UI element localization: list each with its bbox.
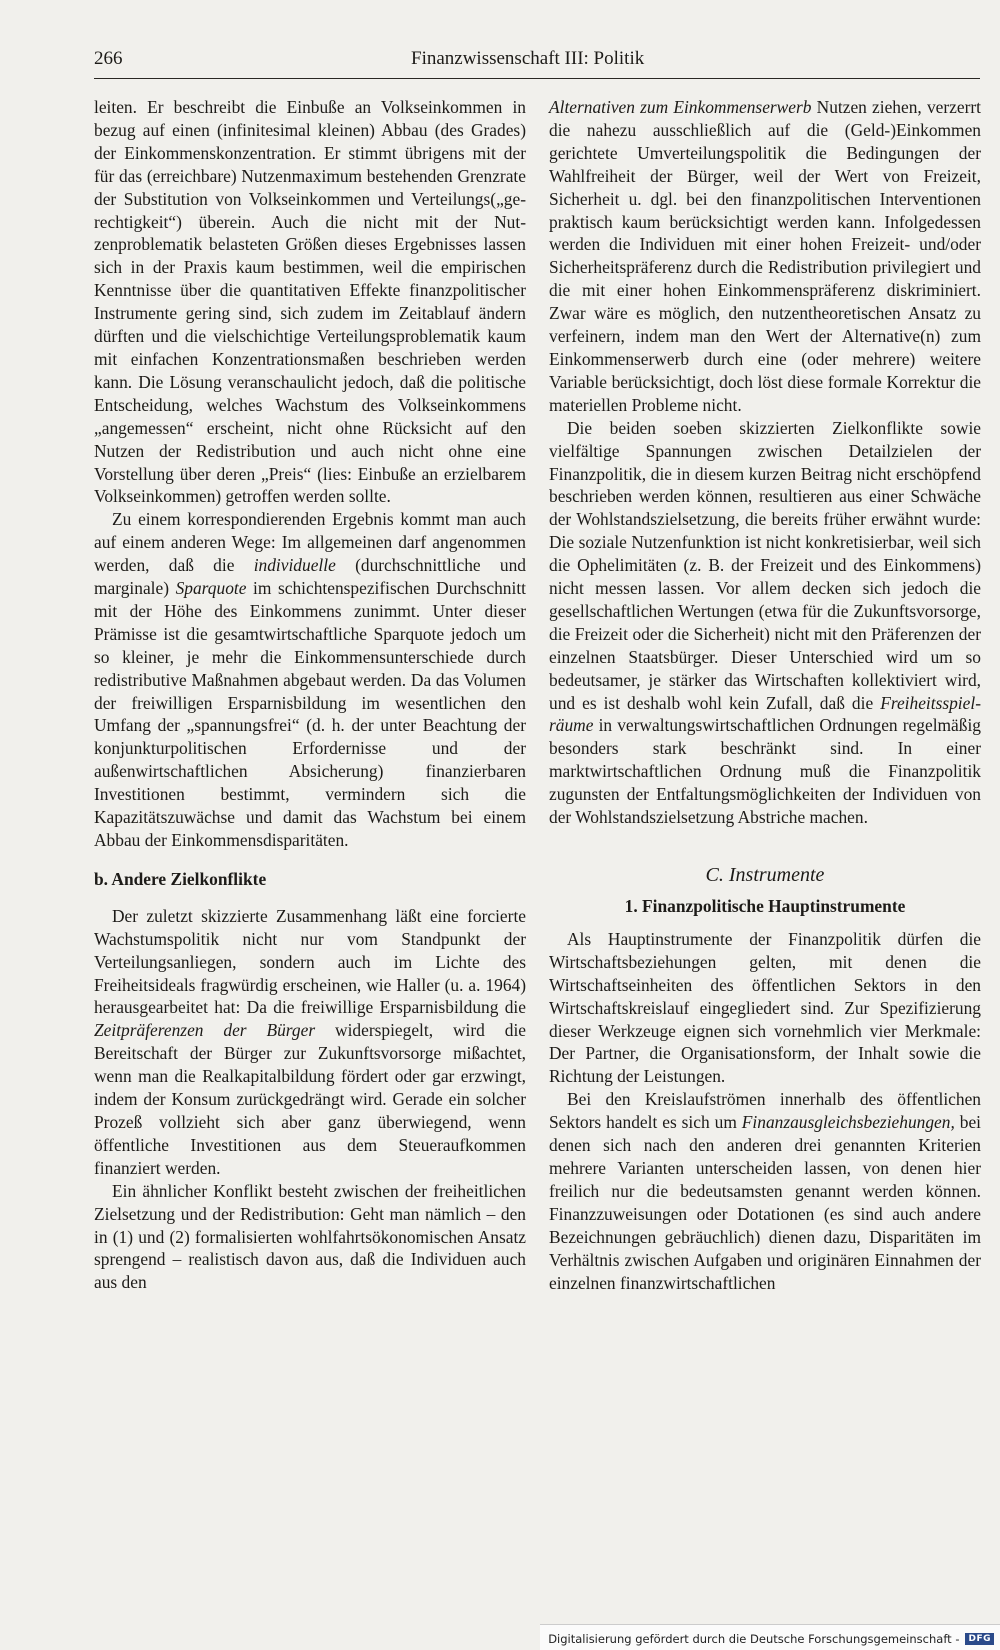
text-run: Die beiden soeben skizzierten Zielkonflikte sowie vielfältige Spannungen zwischen Detailzielen der Finanzpolitik, die in diesem kurzen Beitrag nicht erschöpfend beschrieben werden können, resultieren aus einer Schwäche der Wohlstandszielsetzung, die bereits früher erwähnt wurde: Die soziale Nutzenfunktion ist nicht konkretisierbar, weil sich die Ophelimitäten (z. B. der Freizeit und des Einkommens) nicht messen lassen. Vor allem decken sich jedoch die gesellschaftlichen Wertungen (etwa für die Zukunftsvorsorge, die Freizeit oder die Sicherheit) nicht mit den Präferenzen der einzelnen Staatsbürger. Dieser Unterschied wird um so bedeutsamer, je stärker das Wirtschaften kollektiviert wird, und es ist deshalb wohl kein Zufall, daß die <box>549 417 981 713</box>
section-heading: C. Instrumente <box>705 864 825 886</box>
emphasis: Zeitpräferenzen der Bürger <box>94 1020 316 1041</box>
text-run: widerspiegelt, wird die Bereitschaft der Bürger zur Zukunftsvorsorge mißachtet, wenn man die Realkapitalbildung fördert oder gar erzwingt, indem der Konsum zurückgedrängt wird. Gerade ein solcher Prozeß vollzieht sich aber ganz überwiegend, wenn öffentliche Investitionen aus dem Steueraufkommen finanziert werden. <box>94 1020 526 1178</box>
text-run: Nutzen ziehen, verzerrt die nahezu ausschließlich auf die (Geld-)Einkommen gerichtete Umverteilungspolitik die Bedingungen der Wahlfreiheit der Bürger, weil der Wert von Freizeit, Sicherheit u. dgl. bei den finanzpolitischen Interventionen praktisch kaum berücksichtigt werden kann. Infolgedessen werden die Individuen mit einer hohen Freizeit- und/oder Sicherheitspräferenz durch die Redistribution privilegiert und die mit einer hohen Einkommenspräferenz diskriminiert. Zwar wäre es möglich, den nutzentheoretischen Ansatz zu verfeinern, indem man den Wert der Alternative(n) zum Einkommenserwerb durch eine (oder mehrere) weitere Variable berücksichtigt, doch löst diese formale Korrektur die materiellen Probleme nicht. <box>549 97 981 415</box>
emphasis: individuelle <box>253 555 336 576</box>
paragraph <box>94 905 526 1180</box>
text-run: Der zuletzt skizzierte Zusammenhang läßt eine forcierte Wachstumspolitik nicht nur vom Standpunkt der Verteilungsanliegen, sondern auch im Lichte des Freiheitsideals fragwürdig erscheinen, wie Haller (u. a. 1964) herausgearbeitet hat: Da die freiwillige Ersparnisbildung die <box>94 905 526 1018</box>
page-number: 266 <box>94 48 123 69</box>
emphasis: Sparquote <box>175 578 247 599</box>
digitization-credit <box>540 1624 1000 1650</box>
paragraph <box>549 1088 981 1294</box>
numbered-heading: 1. Finanzpolitische Hauptinstrumente <box>624 896 906 916</box>
paragraph: Ein ähnlicher Konflikt besteht zwischen der freiheitlichen Zielsetzung und der Redistribution: Geht man nämlich – den in (1) und (2) formalisierten wohlfahrtsökonomischen Ansatz sprengend – realistisch davon aus, daß die Individuen auch aus den <box>94 1180 526 1293</box>
paragraph <box>94 508 526 852</box>
right-column <box>549 96 981 1294</box>
subsection-heading: b. Andere Zielkonflikte <box>94 868 267 889</box>
running-title: Finanzwissenschaft III: Politik <box>411 48 645 69</box>
text-run: (durchschnittliche und marginale) <box>94 555 526 599</box>
left-column <box>94 96 526 1294</box>
paragraph: Als Hauptinstrumente der Finanzpolitik dürfen die Wirtschaftsbeziehungen gelten, mit denen die Wirtschaftseinheiten des öffentlichen Sektors in den Wirtschaftskreislauf eingegliedert sind. Zur Spezifizierung dieser Werkzeuge eignen sich vornehmlich vier Merkmale: Der Partner, die Organisationsform, der Inhalt sowie die Richtung der Leistungen. <box>549 928 981 1087</box>
credit-text: Digitalisierung gefördert durch die Deutsche Forschungsgemeinschaft - <box>548 1632 960 1646</box>
page-header <box>94 46 980 79</box>
emphasis: Freiheitsspielräume <box>549 692 981 736</box>
paragraph <box>549 96 981 417</box>
text-run: in verwaltungswirtschaftlichen Ordnungen regelmäßig besonders stark beschränkt sind. In einer marktwirtschaftlichen Ordnung muß die Finanzpolitik zugunsten der Entfaltungsmöglichkeiten der Individuen von der Wohlstandszielsetzung Abstriche machen. <box>549 715 981 828</box>
text-run: bei denen sich nach den anderen drei genannten Kriterien mehrere Varianten unterscheiden lassen, von denen hier freilich nur die bedeutsamsten genannt werden können. Finanzzuweisungen oder Dotationen (es sind auch andere Bezeichnungen gebräuchlich) dienen dazu, Disparitäten im Verhältnis zwischen Aufgaben und originären Einnahmen der einzelnen finanzwirtschaftlichen <box>549 1112 981 1293</box>
paragraph: leiten. Er beschreibt die Einbuße an Volkseinkommen in bezug auf einen (infinitesimal kleinen) Abbau (des Grades) der Einkommenskonzentration. Er stimmt übrigens mit der für das (erreichbare) Nutzenmaximum bestehenden Grenzrate der Substitution von Volkseinkommen und Verteilungs(„gerechtigkeit“) überein. Auch die nicht mit der Nutzenproblematik belasteten Größen dieses Ergebnisses lassen sich in der Praxis kaum bestimmen, weil die empirischen Kenntnisse über die quantitativen Effekte finanzpolitischer Instrumente gering sind, sich zudem im Zeitablauf ändern dürften und die vielschichtige Verteilungsproblematik kaum mit einfachen Konzentrationsmaßen beschrieben werden kann. Die Lösung veranschaulicht jedoch, daß die politische Entscheidung, welches Wachstum des Volkseinkommens „angemessen“ erscheint, nicht ohne Rücksicht auf den Nutzen der Redistribution und auch nicht ohne eine Vorstellung über deren „Preis“ (lies: Einbuße an erzielbarem Volkseinkommen) getroffen werden sollte. <box>94 97 526 507</box>
dfg-logo: DFG <box>965 1633 994 1645</box>
emphasis: Finanzausgleichsbeziehungen, <box>741 1112 955 1133</box>
text-run: Bei den Kreislaufströmen innerhalb des öffentlichen Sektors handelt es sich um <box>549 1089 981 1133</box>
emphasis: Alternativen zum Einkommenserwerb <box>549 97 812 117</box>
text-run: Zu einem korrespondierenden Ergebnis kommt man auch auf einem anderen Wege: Im allgemeinen darf angenommen werden, daß die <box>94 509 526 576</box>
paragraph <box>549 417 981 829</box>
text-run: im schichtenspezifischen Durchschnitt mit der Höhe des Einkommens zunimmt. Unter dieser Prämisse ist die gesamtwirtschaftliche Sparquote jedoch um so kleiner, je mehr die Einkommensunterschiede durch redistributive Maßnahmen abgebaut werden. Da das Volumen der freiwilligen Ersparnisbildung im wesentlichen den Umfang der „spannungsfrei“ (d. h. der unter Beachtung der konjunkturpolitischen Erfordernisse und der außenwirtschaftlichen Absicherung) finanzierbaren Investitionen bestimmt, vermindern sich die Kapazitätszuwächse und damit das Wachstum bei einem Abbau der Einkommensdisparitäten. <box>94 578 527 850</box>
